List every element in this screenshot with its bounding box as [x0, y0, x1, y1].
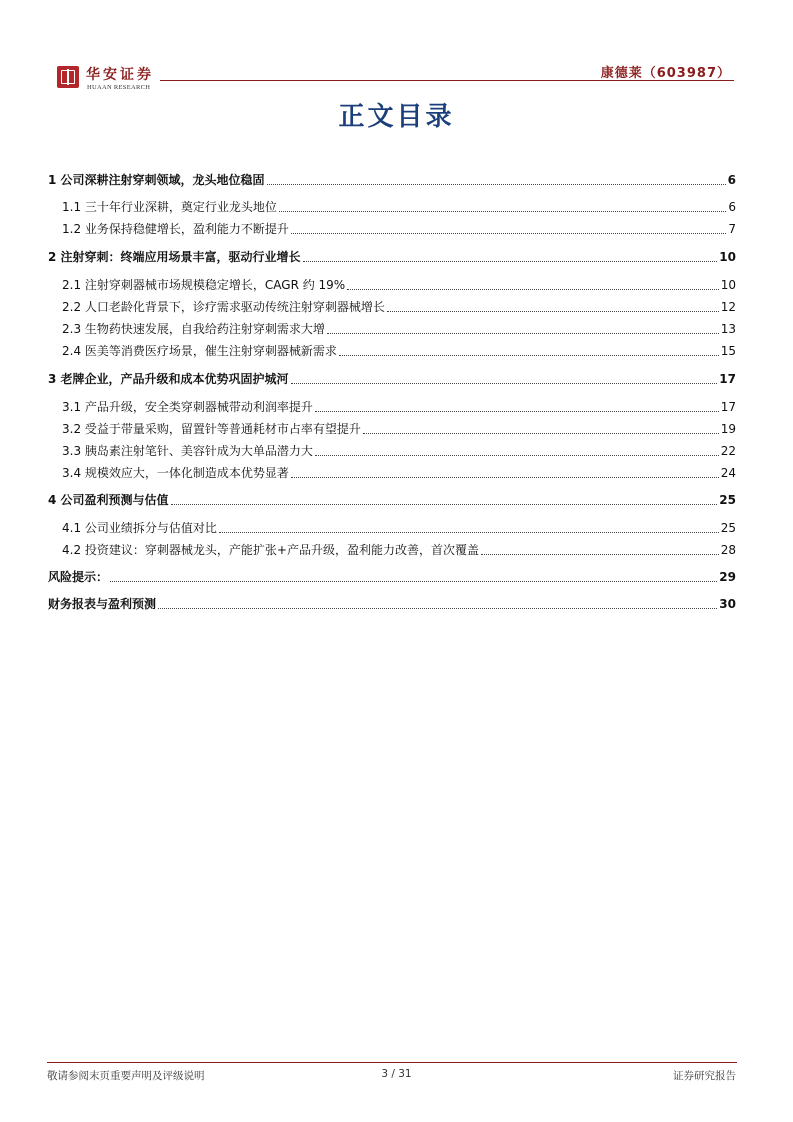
toc-entry[interactable]	[62, 395, 736, 415]
toc-entry-label: 风险提示：	[48, 570, 109, 584]
toc-leader-dots	[363, 432, 719, 434]
toc-entry-page: 17	[720, 400, 736, 414]
toc-entry-page: 17	[719, 372, 736, 386]
toc-entry[interactable]	[62, 217, 736, 237]
toc-entry-page: 10	[720, 278, 736, 292]
toc-entry-label: 3.2 受益于带量采购，留置针等普通耗材市占率有望提升	[62, 422, 361, 436]
toc-entry[interactable]	[48, 245, 736, 265]
toc-entry[interactable]	[62, 417, 736, 437]
toc-entry-label: 3.3 胰岛素注射笔针、美容针成为大单品潜力大	[62, 444, 313, 458]
toc-entry-label: 2.2 人口老龄化背景下，诊疗需求驱动传统注射穿刺器械增长	[62, 300, 385, 314]
toc-entry-page: 7	[728, 222, 736, 236]
logo-icon	[57, 66, 79, 88]
toc-entry[interactable]	[62, 538, 736, 558]
toc-leader-dots	[267, 183, 726, 185]
toc-entry[interactable]	[62, 317, 736, 337]
toc-entry-page: 10	[719, 250, 736, 264]
toc-leader-dots	[315, 410, 719, 412]
toc-entry-label: 1.2 业务保持稳健增长，盈利能力不断提升	[62, 222, 289, 236]
toc-entry[interactable]	[48, 367, 736, 387]
toc-entry-label: 3.1 产品升级，安全类穿刺器械带动利润率提升	[62, 400, 313, 414]
toc-entry-label: 4 公司盈利预测与估值	[48, 493, 169, 507]
toc-entry[interactable]	[62, 273, 736, 293]
toc-entry[interactable]	[62, 461, 736, 481]
logo-text-cn: 华安证券	[86, 67, 154, 83]
toc-leader-dots	[339, 354, 719, 356]
toc-entry-label: 4.2 投资建议：穿刺器械龙头，产能扩张+产品升级，盈利能力改善，首次覆盖	[62, 543, 479, 557]
toc-entry[interactable]	[62, 439, 736, 459]
toc-entry-page: 13	[720, 322, 736, 336]
toc-leader-dots	[327, 332, 719, 334]
toc-entry-page: 15	[720, 344, 736, 358]
toc-entry-page: 22	[720, 444, 736, 458]
toc-entry-label: 3 老牌企业，产品升级和成本优势巩固护城河	[48, 372, 289, 386]
header-company: 康德莱（603987）	[600, 66, 731, 81]
toc-entry-label: 2.4 医美等消费医疗场景，催生注射穿刺器械新需求	[62, 344, 337, 358]
toc-entry-label: 2 注射穿刺：终端应用场景丰富，驱动行业增长	[48, 250, 301, 264]
toc-entry-page: 24	[720, 466, 736, 480]
toc-entry[interactable]	[48, 168, 736, 188]
toc-leader-dots	[219, 531, 719, 533]
toc-entry[interactable]	[62, 195, 736, 215]
toc-entry[interactable]	[48, 592, 736, 612]
toc-leader-dots	[110, 580, 717, 582]
toc-leader-dots	[279, 210, 726, 212]
footer-report-type: 证券研究报告	[673, 1070, 736, 1082]
toc-entry-page: 12	[720, 300, 736, 314]
toc-entry-label: 1.1 三十年行业深耕，奠定行业龙头地位	[62, 200, 277, 214]
toc-entry-label: 1 公司深耕注射穿刺领域，龙头地位稳固	[48, 173, 265, 187]
toc-entry-page: 25	[720, 521, 736, 535]
toc-leader-dots	[481, 553, 719, 555]
page-title: 正文目录	[338, 102, 455, 132]
toc-leader-dots	[171, 503, 718, 505]
toc-entry[interactable]	[62, 295, 736, 315]
toc-entry[interactable]	[62, 339, 736, 359]
footer-rule	[47, 1062, 737, 1063]
logo-text-en: HUAAN RESEARCH	[87, 84, 151, 91]
toc-entry-page: 28	[720, 543, 736, 557]
toc-leader-dots	[158, 607, 717, 609]
toc-entry[interactable]	[62, 516, 736, 536]
toc-entry-label: 2.1 注射穿刺器械市场规模稳定增长，CAGR 约 19%	[62, 278, 346, 292]
footer-disclaimer: 敬请参阅末页重要声明及评级说明	[47, 1070, 205, 1082]
toc-entry-page: 30	[719, 597, 736, 611]
toc-entry-label: 财务报表与盈利预测	[48, 597, 157, 611]
toc-entry-page: 6	[727, 173, 736, 187]
toc-leader-dots	[315, 454, 719, 456]
toc-entry-label: 3.4 规模效应大，一体化制造成本优势显著	[62, 466, 289, 480]
toc-entry[interactable]	[48, 488, 736, 508]
toc-leader-dots	[291, 382, 718, 384]
toc-entry-page: 29	[719, 570, 736, 584]
toc-entry-label: 4.1 公司业绩拆分与估值对比	[62, 521, 217, 535]
toc-entry-page: 25	[719, 493, 736, 507]
toc-entry-page: 19	[720, 422, 736, 436]
toc-entry[interactable]	[48, 565, 736, 585]
toc-entry-page: 6	[728, 200, 736, 214]
toc-leader-dots	[303, 260, 718, 262]
page-number: 3 / 31	[381, 1068, 412, 1080]
toc-leader-dots	[387, 310, 719, 312]
toc-entry-label: 2.3 生物药快速发展，自我给药注射穿刺需求大增	[62, 322, 325, 336]
toc-leader-dots	[291, 232, 726, 234]
toc-leader-dots	[291, 476, 719, 478]
toc-leader-dots	[347, 288, 719, 290]
